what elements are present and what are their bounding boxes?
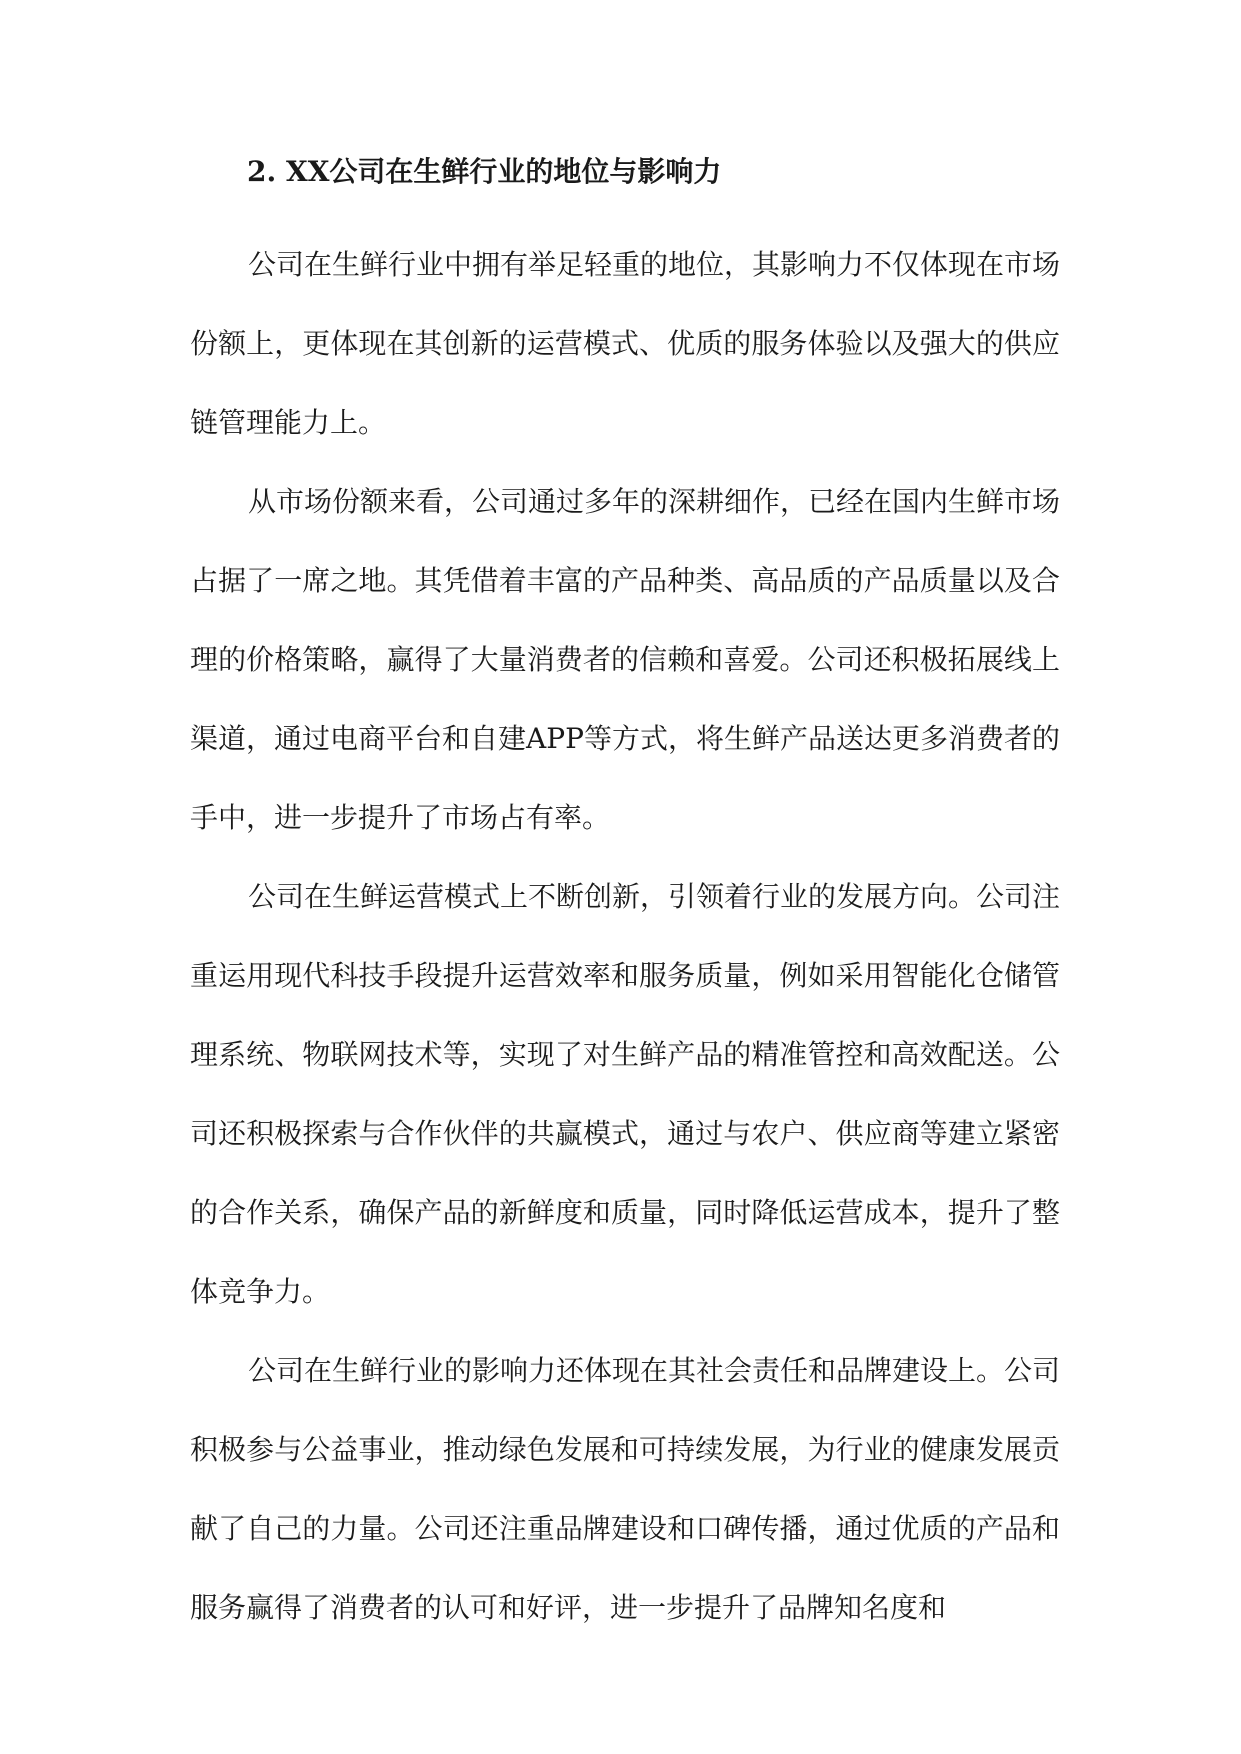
paragraph-operation-model: 公司在生鲜运营模式上不断创新，引领着行业的发展方向。公司注重运用现代科技手段提升运营效率和服务质量，例如采用智能化仓储管理系统、物联网技术等，实现了对生鲜产品的精准管控和高效配送。公司还积极探索与合作伙伴的共赢模式，通过与农户、供应商等建立紧密的合作关系，确保产品的新鲜度和质量，同时降低运营成本，提升了整体竞争力。 bbox=[190, 880, 1061, 1308]
document-body bbox=[190, 148, 1060, 1647]
paragraph-market-share: 从市场份额来看，公司通过多年的深耕细作，已经在国内生鲜市场占据了一席之地。其凭借着丰富的产品种类、高品质的产品质量以及合理的价格策略，赢得了大量消费者的信赖和喜爱。公司还积极拓展线上渠道，通过电商平台和自建APP等方式，将生鲜产品送达更多消费者的手中，进一步提升了市场占有率。 bbox=[190, 485, 1061, 834]
paragraph-market-position: 公司在生鲜行业中拥有举足轻重的地位，其影响力不仅体现在市场份额上，更体现在其创新的运营模式、优质的服务体验以及强大的供应链管理能力上。 bbox=[190, 248, 1061, 439]
paragraph-social-responsibility: 公司在生鲜行业的影响力还体现在其社会责任和品牌建设上。公司积极参与公益事业，推动绿色发展和可持续发展，为行业的健康发展贡献了自己的力量。公司还注重品牌建设和口碑传播，通过优质的产品和服务赢得了消费者的认可和好评，进一步提升了品牌知名度和 bbox=[190, 1354, 1061, 1624]
section-heading: 2. XX公司在生鲜行业的地位与影响力 bbox=[247, 155, 722, 188]
